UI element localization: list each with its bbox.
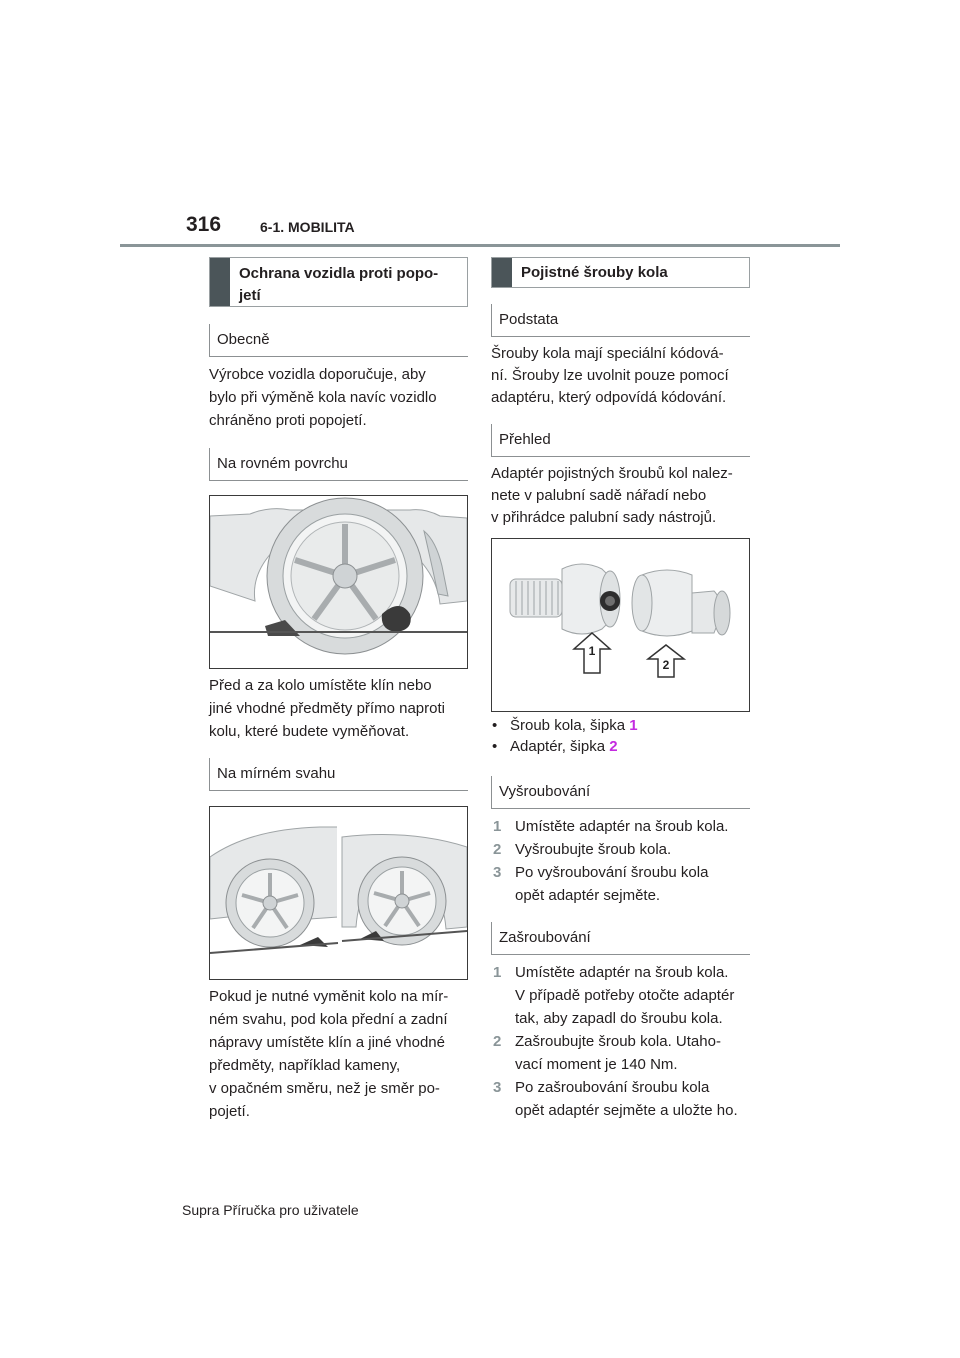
subheading-slope bbox=[209, 758, 468, 791]
bullet-marker: • bbox=[492, 738, 498, 755]
section-heading-box bbox=[491, 257, 750, 288]
subheading-label: Na rovném povrchu bbox=[217, 455, 348, 472]
section-heading: Ochrana vozidla proti popo- jetí bbox=[239, 265, 439, 304]
arrow-label-1: 1 bbox=[588, 644, 596, 658]
footer-text: Supra Příručka pro uživatele bbox=[182, 1202, 359, 1218]
subheading-unscrewing bbox=[491, 776, 750, 809]
paragraph-flat: Před a za kolo umístěte klín nebo jiné vhodné předměty přímo naproti kolu, které budete vyměňovat. bbox=[209, 677, 445, 740]
wheel-bolt-drawing bbox=[510, 564, 620, 634]
step-item bbox=[493, 961, 755, 1030]
step-number: 1 bbox=[493, 964, 502, 981]
step-item bbox=[493, 838, 755, 861]
step-number: 1 bbox=[493, 818, 502, 835]
paragraph-principle: Šrouby kola mají speciální kódová- ní. Šrouby lze uvolnit pouze pomocí adaptéru, který odpovídá kódování. bbox=[491, 345, 729, 406]
step-text: Umístěte adaptér na šroub kola. bbox=[515, 818, 729, 835]
page-number: 316 bbox=[186, 213, 222, 236]
figure-wheel-chock-flat bbox=[209, 495, 468, 669]
wheel-chock-slope-illustration bbox=[210, 807, 467, 979]
wheel-chock-flat-illustration bbox=[210, 496, 467, 668]
paragraph-general: Výrobce vozidla doporučuje, aby bylo při výměně kola navíc vozidlo chráněno proti popojetí. bbox=[209, 366, 437, 429]
subheading-label: Zašroubování bbox=[499, 929, 591, 946]
step-item bbox=[493, 1076, 755, 1122]
heading-bar bbox=[492, 258, 512, 287]
adapter-drawing bbox=[632, 570, 730, 636]
subheading-screwing bbox=[491, 922, 750, 955]
bullet-text bbox=[510, 714, 638, 737]
subheading-label: Přehled bbox=[499, 431, 551, 448]
bullet-label: Adaptér, šipka bbox=[510, 738, 610, 755]
step-text: Zašroubujte šroub kola. Utaho- vací moment je 140 Nm. bbox=[515, 1033, 721, 1073]
bolt-adapter-illustration bbox=[492, 539, 749, 711]
step-item bbox=[493, 815, 755, 838]
step-number: 2 bbox=[493, 841, 502, 858]
subheading-overview bbox=[491, 424, 750, 457]
step-item bbox=[493, 1030, 755, 1076]
section-heading-box bbox=[209, 257, 468, 307]
step-text: Vyšroubujte šroub kola. bbox=[515, 841, 672, 858]
bullet-marker: • bbox=[492, 717, 498, 734]
step-text: Po vyšroubování šroubu kola opět adaptér sejměte. bbox=[515, 864, 709, 904]
bullet-text bbox=[510, 735, 618, 758]
paragraph-overview: Adaptér pojistných šroubů kol nalez- nete v palubní sadě nářadí nebo v přihrádce palubní sady nástrojů. bbox=[491, 465, 733, 526]
bullet-item bbox=[492, 735, 752, 758]
figure-locking-bolt-adapter bbox=[491, 538, 750, 712]
bullet-label: Šroub kola, šipka bbox=[510, 717, 630, 734]
subheading-general bbox=[209, 324, 468, 357]
figure-wheel-chock-slope bbox=[209, 806, 468, 980]
heading-bar bbox=[210, 258, 230, 306]
header-rule bbox=[120, 244, 840, 247]
subheading-principle bbox=[491, 304, 750, 337]
step-text: Umístěte adaptér na šroub kola. V případě potřeby otočte adaptér tak, aby zapadl do šroubu kola. bbox=[515, 964, 735, 1027]
step-number: 3 bbox=[493, 864, 502, 881]
subheading-label: Obecně bbox=[217, 331, 270, 348]
step-text: Po zašroubování šroubu kola opět adaptér sejměte a uložte ho. bbox=[515, 1079, 738, 1119]
step-number: 2 bbox=[493, 1033, 502, 1050]
section-heading: Pojistné šrouby kola bbox=[521, 264, 668, 281]
bullet-item bbox=[492, 714, 752, 737]
subheading-label: Na mírném svahu bbox=[217, 765, 336, 782]
subheading-flat bbox=[209, 448, 468, 481]
section-title: 6-1. MOBILITA bbox=[260, 219, 355, 235]
step-item bbox=[493, 861, 755, 907]
bullet-arrow-number: 2 bbox=[609, 738, 618, 755]
subheading-label: Podstata bbox=[499, 311, 559, 328]
step-number: 3 bbox=[493, 1079, 502, 1096]
paragraph-slope: Pokud je nutné vyměnit kolo na mír- ném svahu, pod kola přední a zadní nápravy umístěte klín a jiné vhodné předměty, například kameny, v opačném směru, než je směr po- pojetí. bbox=[209, 988, 449, 1120]
bullet-arrow-number: 1 bbox=[629, 717, 638, 734]
arrow-label-2: 2 bbox=[662, 658, 670, 672]
subheading-label: Vyšroubování bbox=[499, 783, 591, 800]
